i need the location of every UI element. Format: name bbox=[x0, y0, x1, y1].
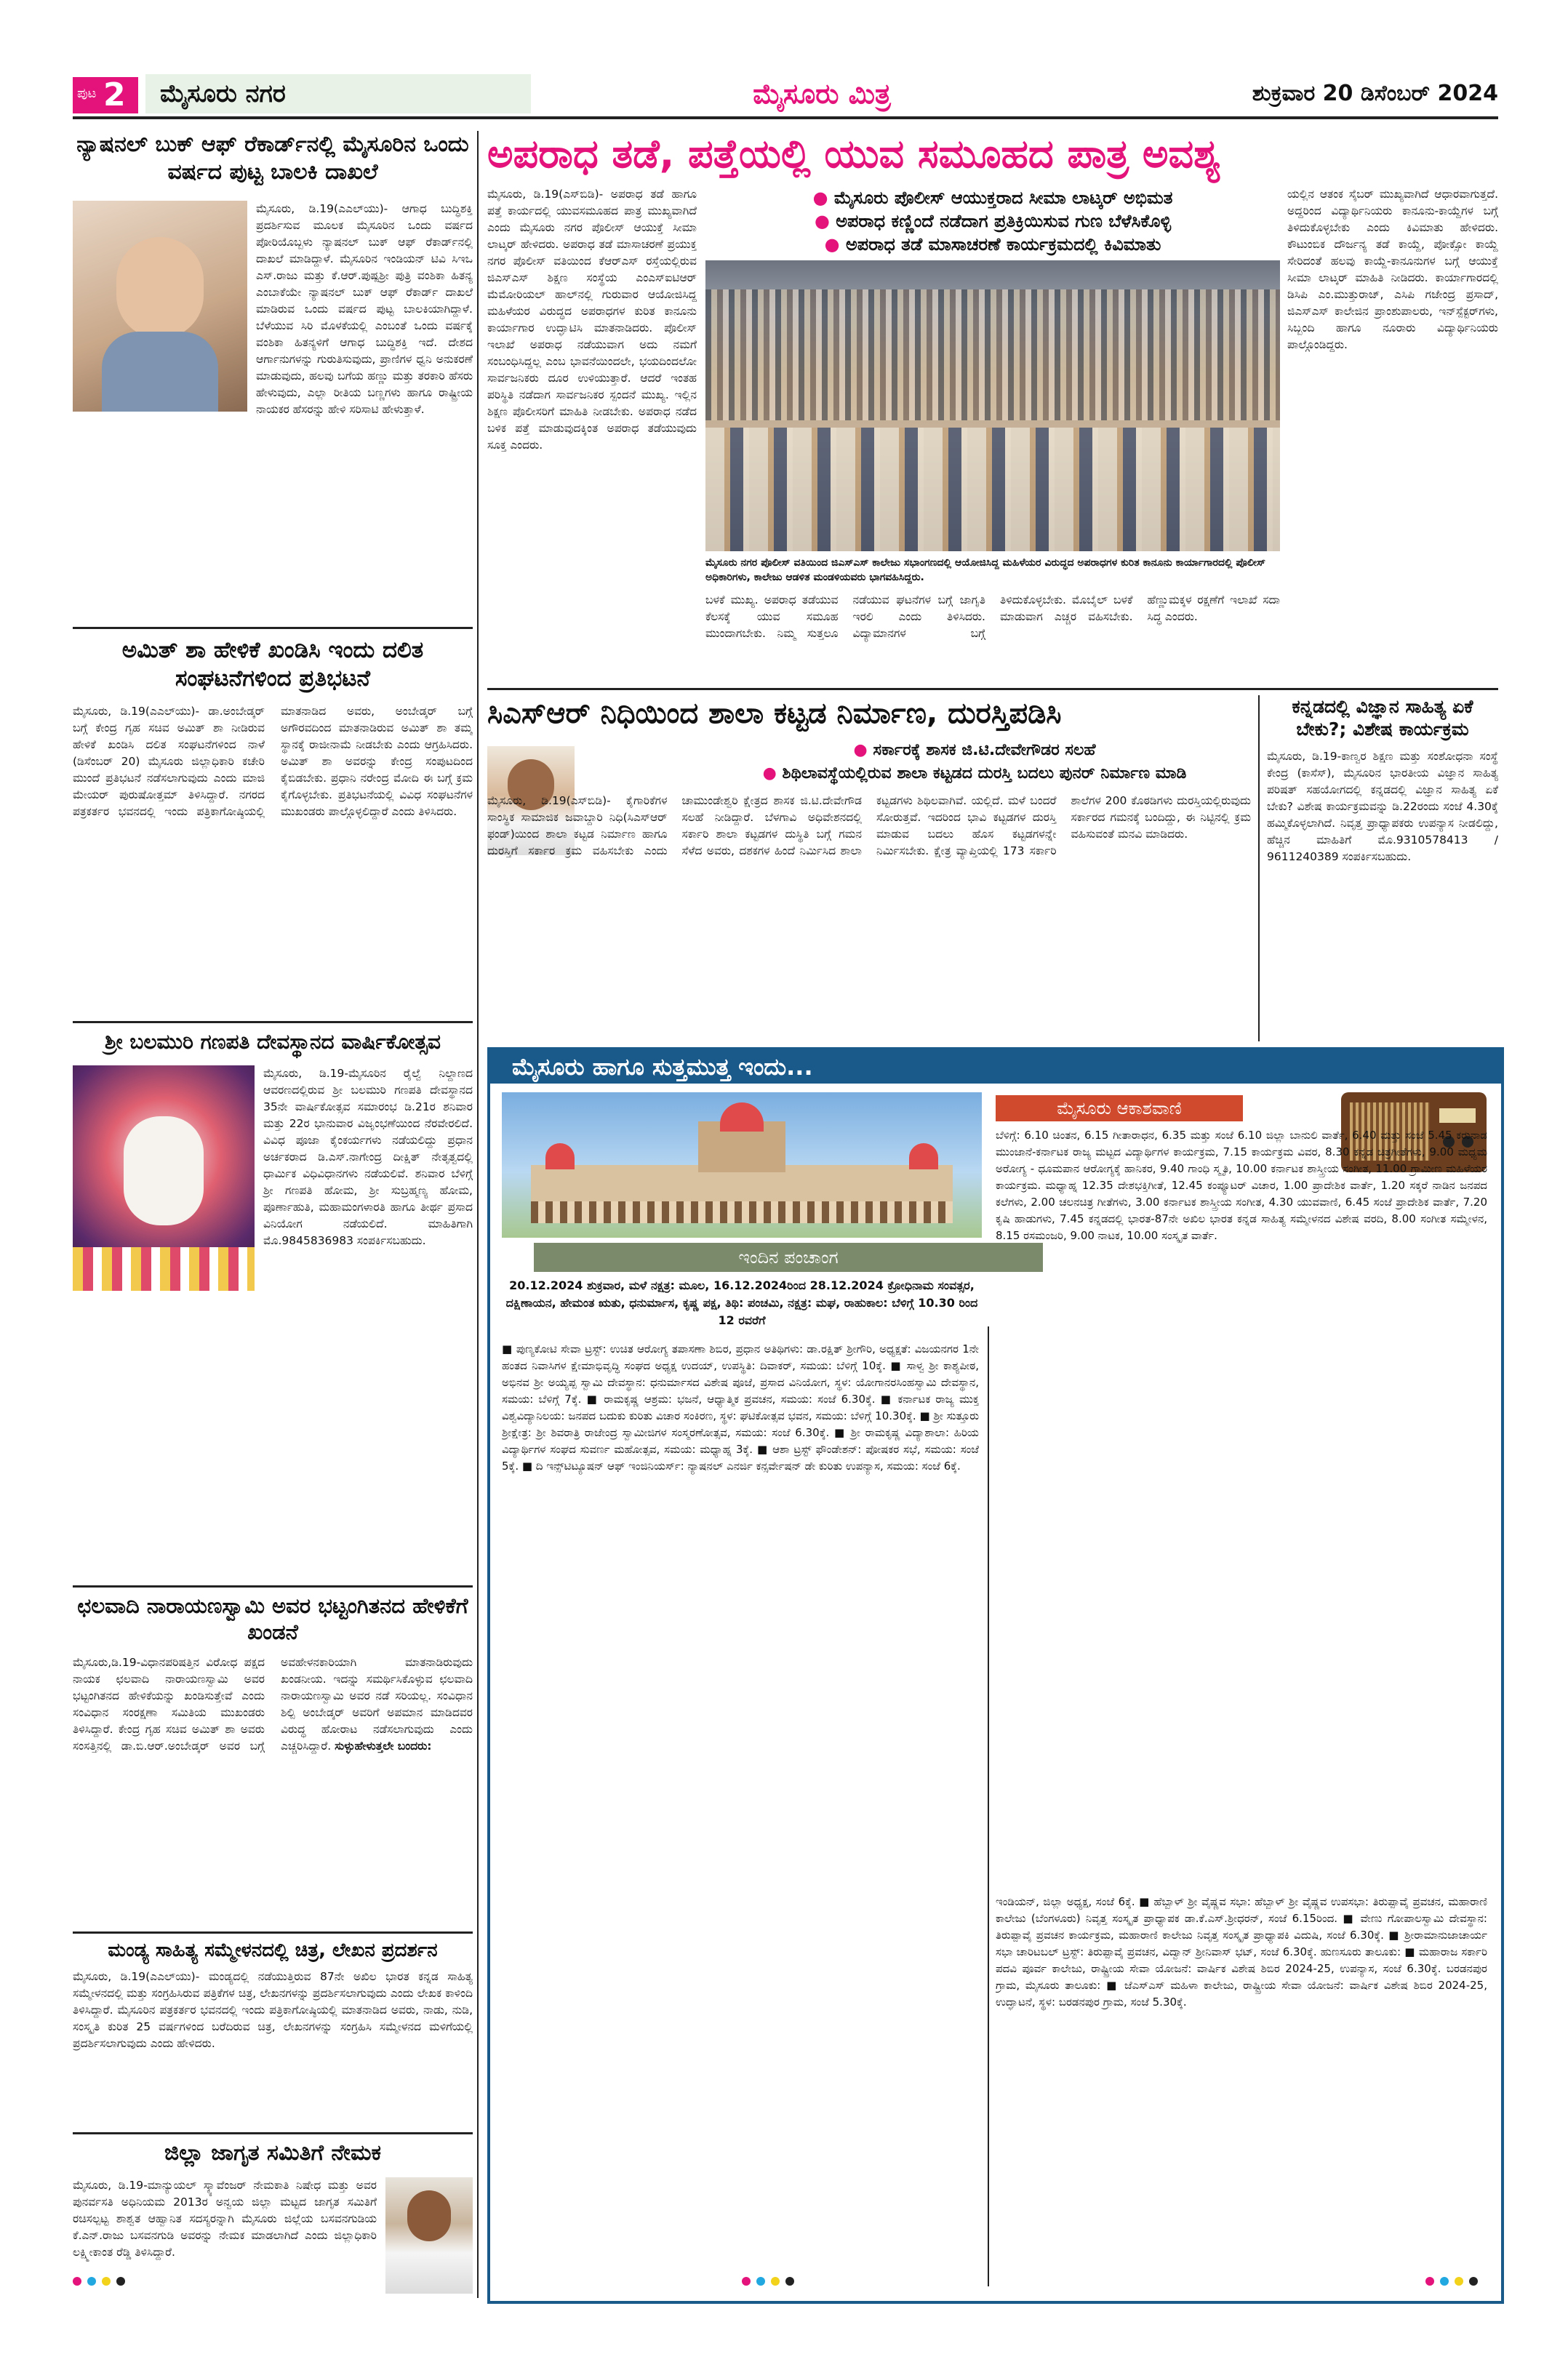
amit-body: ಮೈಸೂರು, ಡಿ.19(ಎಎಲ್‌ಯು)- ಡಾ.ಅಂಬೇಡ್ಕರ್ ಬಗ್ಗೆ ಕೇಂದ್ರ ಗೃಹ ಸಚಿವ ಅಮಿತ್ ಶಾ ನೀಡಿರುವ ಹೇಳಿಕೆ ಖಂಡಿಸಿ ದಲಿತ ಸಂಘಟನೆಗಳಿಂದ ನಾಳೆ (ಡಿಸೆಂಬರ್ 20) ಮೈಸೂರು ಜಿಲ್ಲಾಧಿಕಾರಿ ಕಚೇರಿ ಮುಂದೆ ಪ್ರತಿಭಟನೆ ನಡೆಸಲಾಗುವುದು ಎಂದು ಮಾಜಿ ಮೇಯರ್ ಪುರುಷೋತ್ತಮ್ ತಿಳಿಸಿದ್ದಾರೆ. ನಗರದ ಪತ್ರಕರ್ತರ ಭವನದಲ್ಲಿ ಇಂದು ಪತ್ರಿಕಾಗೋಷ್ಠಿಯಲ್ಲಿ ಮಾತನಾಡಿದ ಅವರು, ಅಂಬೇಡ್ಕರ್ ಬಗ್ಗೆ ಅಗೌರವದಿಂದ ಮಾತನಾಡಿರುವ ಅಮಿತ್ ಶಾ ತಮ್ಮ ಸ್ಥಾನಕ್ಕೆ ರಾಜೀನಾಮೆ ನೀಡಬೇಕು ಎಂದು ಆಗ್ರಹಿಸಿದರು. ಅಮಿತ್ ಶಾ ಅವರನ್ನು ಕೇಂದ್ರ ಸಂಪುಟದಿಂದ ಕೈಬಿಡಬೇಕು. ಪ್ರಧಾನಿ ನರೇಂದ್ರ ಮೋದಿ ಈ ಬಗ್ಗೆ ಕ್ರಮ ಕೈಗೊಳ್ಳಬೇಕು. ಪ್ರತಿಭಟನೆಯಲ್ಲಿ ವಿವಿಧ ಸಂಘಟನೆಗಳ ಮುಖಂಡರು ಪಾಲ್ಗೊಳ್ಳಲಿದ್ದಾರೆ ಎಂದು ತಿಳಿಸಿದರು. bbox=[73, 704, 473, 818]
main-body-left: ಮೈಸೂರು, ಡಿ.19(ಎಸ್‌ಬಿಡಿ)- ಅಪರಾಧ ತಡೆ ಹಾಗೂ ಪತ್ತೆ ಕಾರ್ಯದಲ್ಲಿ ಯುವಸಮೂಹದ ಪಾತ್ರ ಮುಖ್ಯವಾಗಿದೆ ಎಂದು ಮೈಸೂರು ನಗರ ಪೊಲೀಸ್ ಆಯುಕ್ತೆ ಸೀಮಾ ಲಾಟ್ಕರ್ ಹೇಳಿದರು. ಅಪರಾಧ ತಡೆ ಮಾಸಾಚರಣೆ ಪ್ರಯುಕ್ತ ನಗರ ಪೊಲೀಸ್ ವತಿಯಿಂದ ಕೆಆರ್‌ಎಸ್ ರಸ್ತೆಯಲ್ಲಿರುವ ಜಿಎಸ್‌ಎಸ್ ಶಿಕ್ಷಣ ಸಂಸ್ಥೆಯ ಎಂಎಸ್‌ಐಟಿಆರ್ ಮೆಮೋರಿಯಲ್ ಹಾಲ್‌ನಲ್ಲಿ ಗುರುವಾರ ಆಯೋಜಿಸಿದ್ದ ಮಹಿಳೆಯರ ವಿರುದ್ಧದ ಅಪರಾಧಗಳ ಕುರಿತ ಕಾನೂನು ಕಾರ್ಯಾಗಾರ ಉದ್ಘಾಟಿಸಿ ಮಾತನಾಡಿದರು. ಪೊಲೀಸ್ ಇಲಾಖೆ ಅಪರಾಧ ನಡೆಯುವಾಗ ಅದು ನಮಗೆ ಸಂಬಂಧಿಸಿದ್ದಲ್ಲ ಎಂಬ ಭಾವನೆಯಿಂದಲೇ, ಭಯದಿಂದಲೋ ಸಾರ್ವಜನಿಕರು ದೂರ ಉಳಿಯುತ್ತಾರೆ. ಆದರೆ ಇಂತಹ ಪರಿಸ್ಥಿತಿ ನಡೆದಾಗ ಸಾರ್ವಜನಿಕರ ಸ್ಪಂದನೆ ಮುಖ್ಯ. ಇಲ್ಲಿನ ಶಿಕ್ಷಣ ಪೊಲೀಸರಿಗೆ ಮಾಹಿತಿ ನೀಡಬೇಕು. ಅಪರಾಧ ನಡೆದ ಬಳಿಕ ಪತ್ತೆ ಮಾಡುವುದಕ್ಕಿಂತ ಅಪರಾಧ ತಡೆಯುವುದು ಸೂಕ್ತ ಎಂದರು. bbox=[487, 188, 697, 452]
bhalavadi-headline: ಛಲವಾದಿ ನಾರಾಯಣಸ್ವಾಮಿ ಅವರ ಭಟ್ಟಂಗಿತನದ ಹೇಳಿಕೆಗೆ ಖಂಡನೆ bbox=[77, 1593, 468, 1645]
record-headline: ನ್ಯಾಷನಲ್ ಬುಕ್ ಆಫ್ ರೆಕಾರ್ಡ್‌ನಲ್ಲಿ ಮೈಸೂರಿನ ಒಂದು ವರ್ಷದ ಪುಟ್ಟ ಬಾಲಕಿ ದಾಖಲೆ bbox=[76, 132, 469, 185]
ganapati-headline: ಶ್ರೀ ಬಲಮುರಿ ಗಣಪತಿ ದೇವಸ್ಥಾನದ ವಾರ್ಷಿಕೋತ್ಸವ bbox=[105, 1030, 441, 1054]
panchanga-title: ಇಂದಿನ ಪಂಚಾಂಗ bbox=[534, 1243, 1043, 1272]
csr-story bbox=[487, 695, 1251, 1041]
divider bbox=[73, 2132, 473, 2134]
column-divider bbox=[477, 131, 479, 2298]
section-title: ಮೈಸೂರು ನಗರ bbox=[145, 74, 531, 113]
csr-sub-2: ● ಶಿಥಿಲಾವಸ್ಥೆಯಲ್ಲಿರುವ ಶಾಲಾ ಕಟ್ಟಡದ ದುರಸ್ತಿ ಬದಲು ಪುನರ್ ನಿರ್ಮಾಣ ಮಾಡಿ bbox=[762, 764, 1187, 782]
divider bbox=[73, 1021, 473, 1023]
bhalavadi-subhead: ಸುಳ್ಳುಹೇಳುತ್ತಲೇ ಬಂದರು: bbox=[335, 1739, 432, 1753]
appointee-photo bbox=[385, 2177, 473, 2294]
today-box bbox=[487, 1047, 1504, 2304]
record-body: ಮೈಸೂರು, ಡಿ.19(ಎಎಲ್‌ಯು)- ಆಗಾಧ ಬುದ್ಧಿಶಕ್ತಿ ಪ್ರದರ್ಶಿಸುವ ಮೂಲಕ ಮೈಸೂರಿನ ಒಂದು ವರ್ಷದ ಪೋರಿಯೊಬ್ಬಳು ನ್ಯಾಷನಲ್ ಬುಕ್ ಆಫ್ ರೆಕಾರ್ಡ್‌ನಲ್ಲಿ ದಾಖಲೆ ಮಾಡಿದ್ದಾಳೆ. ಮೈಸೂರಿನ ಇಂಡಿಯನ್ ಟಿವಿ ಸಿಇಒ ಎಸ್.ರಾಜು ಮತ್ತು ಕೆ.ಆರ್.ಪುಷ್ಪಶ್ರೀ ಪುತ್ರಿ ವಂಶಿಕಾ ಹಿತನ್ಯ ಎಂಬಾಕೆಯೇ ನ್ಯಾಷನಲ್ ಬುಕ್ ಆಫ್ ರೆಕಾರ್ಡ್ ದಾಖಲೆ ಮಾಡಿರುವ ಒಂದು ವರ್ಷದ ಪುಟ್ಟ ಬಾಲಕಿಯಾಗಿದ್ದಾಳೆ. ಬೆಳೆಯುವ ಸಿರಿ ಮೊಳಕೆಯಲ್ಲಿ ಎಂಬಂತೆ ಒಂದು ವರ್ಷಕ್ಕೆ ವಂಶಿಕಾ ಹಿತನ್ಯಳಿಗೆ ಆಗಾಧ ಬುದ್ಧಿಶಕ್ತಿ ಇದೆ. ದೇಶದ ಆರ್ಗಾನುಗಳನ್ನು ಗುರುತಿಸುವುದು, ಪ್ರಾಣಿಗಳ ಧ್ವನಿ ಅನುಕರಣೆ ಮಾಡುವುದು, ಹಲವು ಬಗೆಯ ಹಣ್ಣು ಮತ್ತು ತರಕಾರಿ ಹೆಸರು ಹೇಳುವುದು, ಎಲ್ಲಾ ರೀತಿಯ ಬಣ್ಣಗಳು ಹಾಗೂ ರಾಷ್ಟ್ರೀಯ ನಾಯಕರ ಹೆಸರನ್ನು ಹೇಳಿ ಸರಿಸಾಟಿ ಹೇಳುತ್ತಾಳೆ. bbox=[256, 202, 473, 416]
divider bbox=[487, 688, 1498, 690]
column-divider bbox=[988, 1326, 989, 2286]
panchanga-text: 20.12.2024 ಶುಕ್ರವಾರ, ಮಳೆ ನಕ್ಷತ್ರ: ಮೂಲ, 16.12.2024ರಿಂದ 28.12.2024 ಕ್ರೋಧಿನಾಮ ಸಂವತ್ಸರ, ದಕ್ಷಿಣಾಯನ, ಹೇಮಂತ ಋತು, ಧನುರ್ಮಾಸ, ಕೃಷ್ಣ ಪಕ್ಷ, ತಿಥಿ: ಪಂಚಮಿ, ನಕ್ಷತ್ರ: ಮಘ, ರಾಹುಕಾಲ: ಬೆಳಿಗ್ಗೆ 10.30 ರಿಂದ 12 ರವರೆಗೆ bbox=[505, 1278, 978, 1327]
events-left: ■ ಪುಣ್ಯಕೋಟಿ ಸೇವಾ ಟ್ರಸ್ಟ್: ಉಚಿತ ಆರೋಗ್ಯ ತಪಾಸಣಾ ಶಿಬಿರ, ಪ್ರಧಾನ ಅತಿಥಿಗಳು: ಡಾ.ರಕ್ಷಿತ್ ಶ್ರೀಗೌರಿ, ಅಧ್ಯಕ್ಷತೆ: ವಿಜಯನಗರ 1ನೇ ಹಂತದ ನಿವಾಸಿಗಳ ಕ್ಷೇಮಾಭಿವೃದ್ಧಿ ಸಂಘದ ಅಧ್ಯಕ್ಷ ಉದಯ್, ಉಪಸ್ಥಿತಿ: ದಿವಾಕರ್, ಸಮಯ: ಬೆಳಿಗ್ಗೆ 10ಕ್ಕೆ. ■ ಸಾಳ್ವ ಶ್ರೀ ಕಾಶ್ಯಪೀಠ, ಅಭಿನವ ಶ್ರೀ ಅಯ್ಯಪ್ಪ ಸ್ವಾಮಿ ದೇವಸ್ಥಾನ: ಧನುರ್ಮಾಸದ ವಿಶೇಷ ಪೂಜೆ, ಪ್ರಸಾದ ವಿನಿಯೋಗ, ಸ್ಥಳ: ಯೋಗಾನರಸಿಂಹಸ್ವಾಮಿ ದೇವಸ್ಥಾನ, ಸಮಯ: ಬೆಳಿಗ್ಗೆ 7ಕ್ಕೆ. ■ ರಾಮಕೃಷ್ಣ ಆಶ್ರಮ: ಭಜನೆ, ಆಧ್ಯಾತ್ಮಿಕ ಪ್ರವಚನ, ಸಮಯ: ಸಂಜೆ 6.30ಕ್ಕೆ. ■ ಕರ್ನಾಟಕ ರಾಜ್ಯ ಮುಕ್ತ ವಿಶ್ವವಿದ್ಯಾನಿಲಯ: ಜನಪದ ಬದುಕು ಕುರಿತು ವಿಚಾರ ಸಂಕಿರಣ, ಸ್ಥಳ: ಘಟಿಕೋತ್ಸವ ಭವನ, ಸಮಯ: ಬೆಳಿಗ್ಗೆ 10.30ಕ್ಕೆ. ■ ಶ್ರೀ ಸುತ್ತೂರು ಶ್ರೀಕ್ಷೇತ್ರ: ಶ್ರೀ ಶಿವರಾತ್ರಿ ರಾಜೇಂದ್ರ ಸ್ವಾಮೀಜಿಗಳ ಸಂಸ್ಮರಣೋತ್ಸವ, ಸಮಯ: ಸಂಜೆ 6.30ಕ್ಕೆ. ■ ಶ್ರೀ ರಾಮಕೃಷ್ಣ ವಿದ್ಯಾಶಾಲಾ: ಹಿರಿಯ ವಿದ್ಯಾರ್ಥಿಗಳ ಸಂಘದ ಸುವರ್ಣ ಮಹೋತ್ಸವ, ಸಮಯ: ಮಧ್ಯಾಹ್ನ 3ಕ್ಕೆ. ■ ಆಶಾ ಟ್ರಸ್ಟ್ ಫೌಂಡೇಶನ್: ಪೋಷಕರ ಸಭೆ, ಸಮಯ: ಸಂಜೆ 5ಕ್ಕೆ. ■ ದಿ ಇನ್ಸ್‌ಟಿಟ್ಯೂಷನ್ ಆಫ್ ಇಂಜಿನಿಯರ್ಸ್: ನ್ಯಾಷನಲ್ ಎನರ್ಜಿ ಕನ್ಸರ್ವೇಷನ್ ಡೇ ಕುರಿತು ಉಪನ್ಯಾಸ, ಸಮಯ: ಸಂಜೆ 6ಕ್ಕೆ. bbox=[502, 1342, 979, 1473]
divider bbox=[73, 1931, 473, 1934]
jagruta-story bbox=[73, 2139, 473, 2298]
registration-dots-left bbox=[73, 2275, 131, 2289]
akashavani-text: ಬೆಳಿಗ್ಗೆ: 6.10 ಚಿಂತನ, 6.15 ಗೀತಾರಾಧನ, 6.35 ಮತ್ತು ಸಂಜೆ 6.10 ಜಿಲ್ಲಾ ಬಾನುಲಿ ವಾರ್ತೆ, 6.40 ಮತ್ತು ಸಂಜೆ 5.45 ಕರುನಾಡ ಮುಂಜಾನೆ-ಕರ್ನಾಟಕ ರಾಜ್ಯ ಮಟ್ಟದ ವಿದ್ಯಾರ್ಥಿಗಳ ಕಾರ್ಯಕ್ರಮ, 7.15 ಕಾರ್ಯಕ್ರಮ ವಿವರ, 8.30 ಕನ್ನಡ ಚಿತ್ರಗೀತೆಗಳು, 9.00 ಮಧ್ಯಮ ಅರೋಗ್ಯ - ಧೂಮಪಾನ ಆರೋಗ್ಯಕ್ಕೆ ಹಾನಿಕರ, 9.40 ಗಾಂಧಿ ಸ್ಮೃತಿ, 10.00 ಕರ್ನಾಟಕ ಶಾಸ್ತ್ರೀಯ ಸಂಗೀತ, 11.00 ಗ್ರಾಮೀಣ ಮಹಿಳೆಯರ ಕಾರ್ಯಕ್ರಮ. ಮಧ್ಯಾಹ್ನ 12.35 ದೇಶಭಕ್ತಿಗೀತೆ, 12.45 ಕಂಪ್ಯೂಟರ್ ವಿಚಾರ, 1.00 ಪ್ರಾದೇಶಿಕ ವಾರ್ತೆ, 1.20 ಸಕ್ಕರೆ ನಾಡಿನ ಜನಪದ ಕಲೆಗಳು, 2.00 ಚಲನಚಿತ್ರ ಗೀತೆಗಳು, 3.00 ಕರ್ನಾಟಕ ಶಾಸ್ತ್ರೀಯ ಸಂಗೀತ, 4.30 ಯುವವಾಣಿ, 6.45 ಸಂಜೆ ಪ್ರಾದೇಶಿಕ ವಾರ್ತೆ, 7.20 ಕೃಷಿ ಹಾಡುಗಳು, 7.45 ಕನ್ನಡದಲ್ಲಿ ಭಾರತ-87ನೇ ಅಖಿಲ ಭಾರತ ಕನ್ನಡ ಸಾಹಿತ್ಯ ಸಮ್ಮೇಳನದ ವಿಶೇಷ ವರದಿ, 8.00 ಸಂಗೀತ ಸಮ್ಮೇಳನ, 8.15 ರಸಮಂಜರಿ, 9.00 ನಾಟಕ, 10.00 ಸಂಸ್ಕೃತ ವಾರ್ತೆ. bbox=[996, 1129, 1487, 1242]
page-number: 2 bbox=[103, 76, 126, 113]
csr-headline: ಸಿಎಸ್‌ಆರ್ ನಿಧಿಯಿಂದ ಶಾಲಾ ಕಟ್ಟಡ ನಿರ್ಮಾಣ, ದುರಸ್ತಿಪಡಿಸಿ bbox=[487, 697, 1062, 730]
column-divider bbox=[1258, 695, 1260, 1041]
jagruta-headline: ಜಿಲ್ಲಾ ಜಾಗೃತ ಸಮಿತಿಗೆ ನೇಮಕ bbox=[164, 2140, 381, 2166]
main-sub-2: ● ಅಪರಾಧ ಕಣ್ಣಿಂದೆ ನಡೆದಾಗ ಪ್ರತಿಕ್ರಿಯಿಸುವ ಗುಣ ಬೆಳೆಸಿಕೊಳ್ಳಿ bbox=[814, 211, 1172, 231]
main-body-right: ಯಲ್ಲಿನ ಆತಂಕ ಸೈಬರ್ ಮುಖ್ಯವಾಗಿದೆ ಆಧಾರವಾಗುತ್ತದೆ. ಅದ್ದರಿಂದ ವಿದ್ಯಾರ್ಥಿನಿಯರು ಕಾನೂನು-ಕಾಯ್ದೆಗಳ ಬಗ್ಗೆ ತಿಳಿದುಕೊಳ್ಳಬೇಕು ಎಂದು ಕಿವಿಮಾತು ಹೇಳಿದರು. ಕೌಟುಂಬಿಕ ದೌರ್ಜನ್ಯ ತಡೆ ಕಾಯ್ದೆ, ಪೋಕ್ಸೋ ಕಾಯ್ದೆ ಸೇರಿದಂತೆ ಹಲವು ಕಾಯ್ದೆ-ಕಾನೂನುಗಳ ಬಗ್ಗೆ ಆಯುಕ್ತೆ ಸೀಮಾ ಲಾಟ್ಕರ್ ಮಾಹಿತಿ ನೀಡಿದರು. ಕಾರ್ಯಾಗಾರದಲ್ಲಿ ಡಿಸಿಪಿ ಎಂ.ಮುತ್ತುರಾಜ್, ಎಸಿಪಿ ಗಜೇಂದ್ರ ಪ್ರಸಾದ್, ಜಿಎಸ್‌ಎಸ್ ಕಾಲೇಜಿನ ಪ್ರಾಂಶುಪಾಲರು, ಇನ್‌ಸ್ಪೆಕ್ಟರ್‌ಗಳು, ಸಿಬ್ಬಂದಿ ಹಾಗೂ ನೂರಾರು ವಿದ್ಯಾರ್ಥಿನಿಯರು ಪಾಲ್ಗೊಂಡಿದ್ದರು. bbox=[1287, 188, 1498, 351]
akashavani-title: ಮೈಸೂರು ಆಕಾಶವಾಣಿ bbox=[996, 1095, 1243, 1121]
main-headline: ಅಪರಾಧ ತಡೆ, ಪತ್ತೆಯಲ್ಲಿ ಯುವ ಸಮೂಹದ ಪಾತ್ರ ಅವಶ್ಯ bbox=[487, 131, 1221, 177]
main-photo bbox=[705, 260, 1280, 551]
csr-body: ಮೈಸೂರು, ಡಿ.19(ಎಸ್‌ಬಿಡಿ)- ಕೈಗಾರಿಕೆಗಳ ಸಾಂಸ್ಥಿಕ ಸಾಮಾಜಿಕ ಜವಾಬ್ದಾರಿ ನಿಧಿ(ಸಿಎಸ್‌ಆರ್ ಫಂಡ್)ಯಿಂದ ಶಾಲಾ ಕಟ್ಟಡ ನಿರ್ಮಾಣ ಹಾಗೂ ದುರಸ್ತಿಗೆ ಸರ್ಕಾರ ಕ್ರಮ ವಹಿಸಬೇಕು ಎಂದು ಚಾಮುಂಡೇಶ್ವರಿ ಕ್ಷೇತ್ರದ ಶಾಸಕ ಜಿ.ಟಿ.ದೇವೇಗೌಡ ಸಲಹೆ ನೀಡಿದ್ದಾರೆ. ಬೆಳಗಾವಿ ಅಧಿವೇಶನದಲ್ಲಿ ಸರ್ಕಾರಿ ಶಾಲಾ ಕಟ್ಟಡಗಳ ದುಸ್ಥಿತಿ ಬಗ್ಗೆ ಗಮನ ಸೆಳೆದ ಅವರು, ದಶಕಗಳ ಹಿಂದೆ ನಿರ್ಮಿಸಿದ ಶಾಲಾ ಕಟ್ಟಡಗಳು ಶಿಥಿಲವಾಗಿವೆ. ಯಲ್ಲಿದೆ. ಮಳೆ ಬಂದರೆ ಸೋರುತ್ತವೆ. ಇದರಿಂದ ಭಾವಿ ಕಟ್ಟಡಗಳ ದುರಸ್ತಿ ಮಾಡುವ ಬದಲು ಹೊಸ ಕಟ್ಟಡಗಳನ್ನೇ ನಿರ್ಮಿಸಬೇಕು. ಕ್ಷೇತ್ರ ವ್ಯಾಪ್ತಿಯಲ್ಲಿ 173 ಸರ್ಕಾರಿ ಶಾಲೆಗಳ 200 ಕೊಠಡಿಗಳು ದುರಸ್ತಿಯಲ್ಲಿರುವುದು ಸರ್ಕಾರದ ಗಮನಕ್ಕೆ ಬಂದಿದ್ದು, ಈ ನಿಟ್ಟಿನಲ್ಲಿ ಕ್ರಮ ವಹಿಸುವಂತೆ ಮನವಿ ಮಾಡಿದರು. bbox=[487, 794, 1251, 857]
paper-name: ಮೈಸೂರು ಮಿತ್ರ bbox=[753, 78, 891, 110]
bhalavadi-body: ಮೈಸೂರು,ಡಿ.19-ವಿಧಾನಪರಿಷತ್ತಿನ ವಿರೋಧ ಪಕ್ಷದ ನಾಯಕ ಛಲವಾದಿ ನಾರಾಯಣಸ್ವಾಮಿ ಅವರ ಭಟ್ಟಂಗಿತನದ ಹೇಳಿಕೆಯನ್ನು ಖಂಡಿಸುತ್ತೇವೆ ಎಂದು ಸಂವಿಧಾನ ಸಂರಕ್ಷಣಾ ಸಮಿತಿಯ ಮುಖಂಡರು ತಿಳಿಸಿದ್ದಾರೆ. ಕೇಂದ್ರ ಗೃಹ ಸಚಿವ ಅಮಿತ್ ಶಾ ಅವರು ಸಂಸತ್ತಿನಲ್ಲಿ ಡಾ.ಬಿ.ಆರ್.ಅಂಬೇಡ್ಕರ್ ಅವರ ಬಗ್ಗೆ ಅವಹೇಳನಕಾರಿಯಾಗಿ ಮಾತನಾಡಿರುವುದು ಖಂಡನೀಯ. ಇದನ್ನು ಸಮರ್ಥಿಸಿಕೊಳ್ಳುವ ಛಲವಾದಿ ನಾರಾಯಣಸ್ವಾಮಿ ಅವರ ನಡೆ ಸರಿಯಲ್ಲ. ಸಂವಿಧಾನ ಶಿಲ್ಪಿ ಅಂಬೇಡ್ಕರ್ ಅವರಿಗೆ ಅಪಮಾನ ಮಾಡಿದವರ ವಿರುದ್ಧ ಹೋರಾಟ ನಡೆಸಲಾಗುವುದು ಎಂದು ಎಚ್ಚರಿಸಿದ್ದಾರೆ. ಸುಳ್ಳುಹೇಳುತ್ತಲೇ ಬಂದರು: bbox=[73, 1655, 473, 1753]
vijnana-story bbox=[1267, 695, 1498, 1041]
mandya-headline: ಮಂಡ್ಯ ಸಾಹಿತ್ಯ ಸಮ್ಮೇಳನದಲ್ಲಿ ಚಿತ್ರ, ಲೇಖನ ಪ್ರದರ್ಶನ bbox=[108, 1939, 438, 1961]
divider bbox=[73, 1585, 473, 1588]
amit-story bbox=[73, 636, 473, 1018]
main-story bbox=[487, 129, 1498, 682]
main-body-bottom: ಬಳಕೆ ಮುಖ್ಯ. ಅಪರಾಧ ತಡೆಯುವ ಕೆಲಸಕ್ಕೆ ಯುವ ಸಮೂಹ ಮುಂದಾಗಬೇಕು. ನಿಮ್ಮ ಸುತ್ತಲೂ ನಡೆಯುವ ಘಟನೆಗಳ ಬಗ್ಗೆ ಜಾಗೃತಿ ಇರಲಿ ಎಂದು ತಿಳಿಸಿದರು. ವಿದ್ಯಾಮಾನಗಳ ಬಗ್ಗೆ ತಿಳಿದುಕೊಳ್ಳಬೇಕು. ಮೊಬೈಲ್ ಬಳಕೆ ಮಾಡುವಾಗ ಎಚ್ಚರ ವಹಿಸಬೇಕು. ಹೆಣ್ಣುಮಕ್ಕಳ ರಕ್ಷಣೆಗೆ ಇಲಾಖೆ ಸದಾ ಸಿದ್ಧ ಎಂದರು. bbox=[705, 593, 1280, 640]
mandya-body: ಮೈಸೂರು, ಡಿ.19(ಎಎಲ್‌ಯು)- ಮಂಡ್ಯದಲ್ಲಿ ನಡೆಯುತ್ತಿರುವ 87ನೇ ಅಖಿಲ ಭಾರತ ಕನ್ನಡ ಸಾಹಿತ್ಯ ಸಮ್ಮೇಳನದಲ್ಲಿ ಮತ್ತು ಸಂಗ್ರಹಿಸಿರುವ ಪತ್ರಿಕೆಗಳ ಚಿತ್ರ, ಲೇಖನಗಳನ್ನು ಪ್ರದರ್ಶಿಸಲಾಗುವುದು ಎಂದು ಲೇಖಕ ಕಾಳಿಂದಿ ತಿಳಿಸಿದ್ದಾರೆ. ಮೈಸೂರಿನ ಪತ್ರಕರ್ತರ ಭವನದಲ್ಲಿ ಇಂದು ಪತ್ರಿಕಾಗೋಷ್ಠಿಯಲ್ಲಿ ಮಾತನಾಡಿದ ಅವರು, ನಾಡು, ನುಡಿ, ಸಂಸ್ಕೃತಿ ಕುರಿತ 25 ವರ್ಷಗಳಿಂದ ಬರೆದಿರುವ ಚಿತ್ರ, ಲೇಖನಗಳನ್ನು ಸಂಗ್ರಹಿಸಿ ಸಮ್ಮೇಳನದ ಮಳಿಗೆಯಲ್ಲಿ ಪ್ರದರ್ಶಿಸಲಾಗುವುದು ಎಂದು ಹೇಳಿದರು. bbox=[73, 1969, 473, 2050]
main-sub-3: ● ಅಪರಾಧ ತಡೆ ಮಾಸಾಚರಣೆ ಕಾರ್ಯಕ್ರಮದಲ್ಲಿ ಕಿವಿಮಾತು bbox=[824, 234, 1161, 255]
jagruta-body: ಮೈಸೂರು, ಡಿ.19-ಮಾನ್ಯುಯಲ್ ಸ್ಕ್ಯಾವೆಂಜರ್ ನೇಮಕಾತಿ ನಿಷೇಧ ಮತ್ತು ಅವರ ಪುನರ್ವಸತಿ ಅಧಿನಿಯಮ 2013ರ ಅನ್ವಯ ಜಿಲ್ಲಾ ಮಟ್ಟದ ಜಾಗೃತ ಸಮಿತಿಗೆ ರಚಿಸಲ್ಪಟ್ಟ ಶಾಶ್ವತ ಆಹ್ವಾನಿತ ಸದಸ್ಯರನ್ನಾಗಿ ಮೈಸೂರು ಜಿಲ್ಲೆಯ ಬಸವನಗುಡಿಯ ಕೆ.ಎನ್.ರಾಜು ಬಸವನಗುಡಿ ಅವರನ್ನು ನೇಮಕ ಮಾಡಲಾಗಿದೆ ಎಂದು ಜಿಲ್ಲಾಧಿಕಾರಿ ಲಕ್ಷ್ಮೀಕಾಂತ ರೆಡ್ಡಿ ತಿಳಿಸಿದ್ದಾರೆ. bbox=[73, 2179, 377, 2259]
main-photo-caption: ಮೈಸೂರು ನಗರ ಪೊಲೀಸ್ ವತಿಯಿಂದ ಜಿಎಸ್‌ಎಸ್ ಕಾಲೇಜು ಸಭಾಂಗಣದಲ್ಲಿ ಆಯೋಜಿಸಿದ್ದ ಮಹಿಳೆಯರ ವಿರುದ್ಧದ ಅಪರಾಧಗಳ ಕುರಿತ ಕಾನೂನು ಕಾರ್ಯಾಗಾರದಲ್ಲಿ ಪೊಲೀಸ್ ಅಧಿಕಾರಿಗಳು, ಕಾಲೇಜು ಆಡಳಿತ ಮಂಡಳಿಯವರು ಭಾಗವಹಿಸಿದ್ದರು. bbox=[705, 557, 1265, 583]
vijnana-headline: ಕನ್ನಡದಲ್ಲಿ ವಿಜ್ಞಾನ ಸಾಹಿತ್ಯ ಏಕೆ ಬೇಕು?; ವಿಶೇಷ ಕಾರ್ಯಕ್ರಮ bbox=[1292, 696, 1473, 740]
events-right: ಇಂಡಿಯನ್, ಜಿಲ್ಲಾ ಅಧ್ಯಕ್ಷ, ಸಂಜೆ 6ಕ್ಕೆ. ■ ಹೆಬ್ಬಾಳ್ ಶ್ರೀ ವೈಷ್ಣವ ಸಭಾ: ಹೆಬ್ಬಾಳ್ ಶ್ರೀ ವೈಷ್ಣವ ಉಪಸಭಾ: ತಿರುಪ್ಪಾವೈ ಪ್ರವಚನ, ಮಹಾರಾಣಿ ಕಾಲೇಜು (ಬೆಂಗಳೂರು) ನಿವೃತ್ತ ಸಂಸ್ಕೃತ ಪ್ರಾಧ್ಯಾಪಕ ಡಾ.ಕೆ.ಎಸ್.ಶ್ರೀಧರನ್, ಸಂಜೆ 6.15ರಿಂದ. ■ ವೇಣು ಗೋಪಾಲಸ್ವಾಮಿ ದೇವಸ್ಥಾನ: ತಿರುಪ್ಪಾವೈ ಪ್ರವಚನ ಕಾರ್ಯಕ್ರಮ, ಮಹಾರಾಣಿ ಕಾಲೇಜು ನಿವೃತ್ತ ಸಂಸ್ಕೃತ ಪ್ರಾಧ್ಯಾಪಕಿ ವಿದುಷಿ, ಸಂಜೆ 6.30ಕ್ಕೆ. ■ ಶ್ರೀರಾಮಾನುಜಾಚಾರ್ಯ ಸಭಾ ಚಾರಿಟಬಲ್ ಟ್ರಸ್ಟ್: ತಿರುಪ್ಪಾವೈ ಪ್ರವಚನ, ವಿದ್ವಾನ್ ಶ್ರೀನಿವಾಸ್ ಭಟ್, ಸಂಜೆ 6.30ಕ್ಕೆ. ಹುಣಸೂರು ತಾಲೂಕು: ■ ಮಹಾರಾಜ ಸರ್ಕಾರಿ ಪದವಿ ಪೂರ್ವ ಕಾಲೇಜು, ರಾಷ್ಟ್ರೀಯ ಸೇವಾ ಯೋಜನೆ: ವಾರ್ಷಿಕ ವಿಶೇಷ ಶಿಬಿರ 2024-25, ಉಪನ್ಯಾಸ, ಸಂಜೆ 6.30ಕ್ಕೆ. ಬರಡನಪುರ ಗ್ರಾಮ, ಮೈಸೂರು ತಾಲೂಕು: ■ ಜೆಎಸ್‌ಎಸ್ ಮಹಿಳಾ ಕಾಲೇಜು, ರಾಷ್ಟ್ರೀಯ ಸೇವಾ ಯೋಜನೆ: ವಾರ್ಷಿಕ ವಿಶೇಷ ಶಿಬಿರ 2024-25, ಉದ್ಘಾಟನೆ, ಸ್ಥಳ: ಬರಡನಪುರ ಗ್ರಾಮ, ಸಂಜೆ 5.30ಕ್ಕೆ. bbox=[996, 1895, 1487, 2009]
page-badge bbox=[73, 77, 138, 113]
amit-headline: ಅಮಿತ್ ಶಾ ಹೇಳಿಕೆ ಖಂಡಿಸಿ ಇಂದು ದಲಿತ ಸಂಘಟನೆಗಳಿಂದ ಪ್ರತಿಭಟನೆ bbox=[121, 637, 424, 692]
csr-sub-1: ● ಸರ್ಕಾರಕ್ಕೆ ಶಾಸಕ ಜಿ.ಟಿ.ದೇವೇಗೌಡರ ಸಲಹೆ bbox=[853, 741, 1096, 759]
ganapati-story bbox=[73, 1029, 473, 1582]
today-header: ಮೈಸೂರು ಹಾಗೂ ಸುತ್ತಮುತ್ತ ಇಂದು... bbox=[490, 1050, 1501, 1084]
newspaper-page bbox=[73, 73, 1498, 2298]
registration-dots-center bbox=[742, 2275, 800, 2289]
issue-date: ಶುಕ್ರವಾರ 20 ಡಿಸೆಂಬರ್ 2024 bbox=[1252, 81, 1498, 106]
vijnana-body: ಮೈಸೂರು, ಡಿ.19-ಕಾಣ್ವರ ಶಿಕ್ಷಣ ಮತ್ತು ಸಂಶೋಧನಾ ಸಂಸ್ಥೆ ಕೇಂದ್ರ (ಕಾಸೆಸ್), ಮೈಸೂರಿನ ಭಾರತೀಯ ವಿಜ್ಞಾನ ಸಾಹಿತ್ಯ ಪರಿಷತ್ ಸಹಯೋಗದಲ್ಲಿ ಕನ್ನಡದಲ್ಲಿ ವಿಜ್ಞಾನ ಸಾಹಿತ್ಯ ಏಕೆ ಬೇಕು? ವಿಶೇಷ ಕಾರ್ಯಕ್ರಮವನ್ನು ಡಿ.22ರಂದು ಸಂಜೆ 4.30ಕ್ಕೆ ಹಮ್ಮಿಕೊಳ್ಳಲಾಗಿದೆ. ನಿವೃತ್ತ ಪ್ರಾಧ್ಯಾಪಕರು ಉಪನ್ಯಾಸ ನೀಡಲಿದ್ದು, ಹೆಚ್ಚಿನ ಮಾಹಿತಿಗೆ ಮೊ.9310578413 / 9611240389 ಸಂಪರ್ಕಿಸಬಹುದು. bbox=[1267, 749, 1498, 863]
bhalavadi-story bbox=[73, 1593, 473, 1927]
record-story bbox=[73, 131, 473, 625]
mandya-story bbox=[73, 1939, 473, 2128]
divider bbox=[73, 627, 473, 629]
mysore-palace-illustration bbox=[502, 1092, 982, 1238]
registration-dots-right bbox=[1425, 2275, 1484, 2289]
masthead bbox=[73, 73, 1498, 119]
page-label: ಪುಟ bbox=[77, 86, 97, 101]
main-sub-1: ● ಮೈಸೂರು ಪೊಲೀಸ್ ಆಯುಕ್ತರಾದ ಸೀಮಾ ಲಾಟ್ಕರ್ ಅಭಿಮತ bbox=[812, 188, 1173, 208]
ganapati-body: ಮೈಸೂರು, ಡಿ.19-ಮೈಸೂರಿನ ರೈಲ್ವೆ ನಿಲ್ದಾಣದ ಆವರಣದಲ್ಲಿರುವ ಶ್ರೀ ಬಲಮುರಿ ಗಣಪತಿ ದೇವಸ್ಥಾನದ 35ನೇ ವಾರ್ಷಿಕೋತ್ಸವ ಸಮಾರಂಭ ಡಿ.21ರ ಶನಿವಾರ ಮತ್ತು 22ರ ಭಾನುವಾರ ವಿಜೃಂಭಣೆಯಿಂದ ನೆರವೇರಲಿದೆ. ವಿವಿಧ ಪೂಜಾ ಕೈಂಕರ್ಯಗಳು ನಡೆಯಲಿದ್ದು ಪ್ರಧಾನ ಅರ್ಚಕರಾದ ಡಿ.ಎಸ್.ನಾಗೇಂದ್ರ ದೀಕ್ಷಿತ್ ನೇತೃತ್ವದಲ್ಲಿ ಧಾರ್ಮಿಕ ವಿಧಿವಿಧಾನಗಳು ನಡೆಯಲಿವೆ. ಶನಿವಾರ ಬೆಳಿಗ್ಗೆ ಶ್ರೀ ಗಣಪತಿ ಹೋಮ, ಶ್ರೀ ಸುಬ್ರಹ್ಮಣ್ಯ ಹೋಮ, ಪೂರ್ಣಾಹುತಿ, ಮಹಾಮಂಗಳಾರತಿ ಹಾಗೂ ತೀರ್ಥ ಪ್ರಸಾದ ವಿನಿಯೋಗ ನಡೆಯಲಿದೆ. ಮಾಹಿತಿಗಾಗಿ ಮೊ.9845836983 ಸಂಪರ್ಕಿಸಬಹುದು. bbox=[263, 1067, 473, 1247]
